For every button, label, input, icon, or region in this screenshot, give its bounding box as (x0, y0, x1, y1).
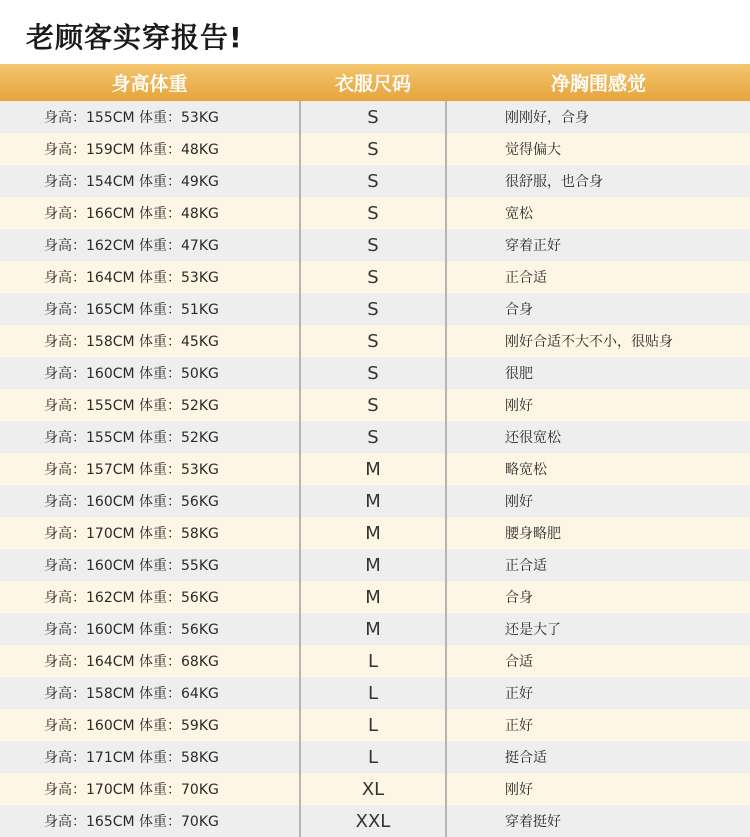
size-cell: M (299, 485, 447, 517)
table-row (0, 805, 750, 837)
chest-feel-cell: 刚好 (505, 782, 533, 798)
chest-feel-cell: 刚好 (505, 494, 533, 510)
size-cell: M (299, 613, 447, 645)
table-row (0, 197, 750, 229)
table-row (0, 165, 750, 197)
chest-feel-cell: 宽松 (505, 206, 533, 222)
chest-feel-cell: 正好 (505, 686, 533, 702)
height-weight-cell: 身高：160CM 体重：50KG (44, 366, 219, 382)
table-row (0, 453, 750, 485)
chest-feel-cell: 很舒服，也合身 (505, 174, 603, 190)
table-row (0, 517, 750, 549)
height-weight-cell: 身高：160CM 体重：56KG (44, 494, 219, 510)
height-weight-cell: 身高：164CM 体重：68KG (44, 654, 219, 670)
height-weight-cell: 身高：155CM 体重：52KG (44, 398, 219, 414)
height-weight-cell: 身高：155CM 体重：53KG (44, 110, 219, 126)
chest-feel-cell: 还是大了 (505, 622, 561, 638)
size-cell: S (299, 325, 447, 357)
height-weight-cell: 身高：155CM 体重：52KG (44, 430, 219, 446)
height-weight-cell: 身高：157CM 体重：53KG (44, 462, 219, 478)
height-weight-cell: 身高：159CM 体重：48KG (44, 142, 219, 158)
table-row (0, 485, 750, 517)
header-size: 衣服尺码 (334, 73, 411, 95)
height-weight-cell: 身高：166CM 体重：48KG (44, 206, 219, 222)
table-row (0, 773, 750, 805)
size-cell: XXL (299, 805, 447, 837)
size-cell: M (299, 549, 447, 581)
chest-feel-cell: 很肥 (505, 366, 533, 382)
table-row (0, 677, 750, 709)
size-cell: L (299, 677, 447, 709)
size-cell: S (299, 229, 447, 261)
table-row (0, 133, 750, 165)
height-weight-cell: 身高：164CM 体重：53KG (44, 270, 219, 286)
size-cell: S (299, 261, 447, 293)
size-report-table (0, 64, 750, 837)
height-weight-cell: 身高：160CM 体重：59KG (44, 718, 219, 734)
height-weight-cell: 身高：158CM 体重：64KG (44, 686, 219, 702)
table-row (0, 741, 750, 773)
table-row (0, 549, 750, 581)
size-cell: M (299, 517, 447, 549)
height-weight-cell: 身高：165CM 体重：51KG (44, 302, 219, 318)
height-weight-cell: 身高：171CM 体重：58KG (44, 750, 219, 766)
header-height-weight: 身高体重 (111, 73, 188, 95)
height-weight-cell: 身高：160CM 体重：56KG (44, 622, 219, 638)
size-cell: S (299, 165, 447, 197)
size-cell: L (299, 709, 447, 741)
chest-feel-cell: 合身 (505, 590, 533, 606)
chest-feel-cell: 正好 (505, 718, 533, 734)
size-cell: M (299, 581, 447, 613)
chest-feel-cell: 正合适 (505, 558, 547, 574)
height-weight-cell: 身高：162CM 体重：56KG (44, 590, 219, 606)
table-row (0, 325, 750, 357)
height-weight-cell: 身高：162CM 体重：47KG (44, 238, 219, 254)
table-body (0, 101, 750, 837)
table-row (0, 261, 750, 293)
chest-feel-cell: 挺合适 (505, 750, 547, 766)
size-cell: S (299, 293, 447, 325)
page-title: 老顾客实穿报告! (26, 21, 243, 54)
size-cell: S (299, 421, 447, 453)
height-weight-cell: 身高：158CM 体重：45KG (44, 334, 219, 350)
size-cell: S (299, 133, 447, 165)
height-weight-cell: 身高：154CM 体重：49KG (44, 174, 219, 190)
size-cell: S (299, 357, 447, 389)
table-row (0, 613, 750, 645)
height-weight-cell: 身高：170CM 体重：58KG (44, 526, 219, 542)
chest-feel-cell: 合适 (505, 654, 533, 670)
header-chest-feel: 净胸围感觉 (550, 73, 646, 95)
chest-feel-cell: 还很宽松 (505, 430, 561, 446)
height-weight-cell: 身高：165CM 体重：70KG (44, 814, 219, 830)
chest-feel-cell: 正合适 (505, 270, 547, 286)
chest-feel-cell: 觉得偏大 (505, 142, 561, 158)
chest-feel-cell: 合身 (505, 302, 533, 318)
size-cell: S (299, 389, 447, 421)
table-row (0, 581, 750, 613)
size-cell: L (299, 645, 447, 677)
table-row (0, 101, 750, 133)
chest-feel-cell: 刚好 (505, 398, 533, 414)
chest-feel-cell: 穿着挺好 (505, 814, 561, 830)
size-cell: M (299, 453, 447, 485)
table-row (0, 645, 750, 677)
chest-feel-cell: 刚好合适不大不小，很贴身 (505, 334, 673, 350)
chest-feel-cell: 略宽松 (505, 462, 547, 478)
chest-feel-cell: 腰身略肥 (505, 526, 561, 542)
table-row (0, 293, 750, 325)
table-row (0, 357, 750, 389)
height-weight-cell: 身高：170CM 体重：70KG (44, 782, 219, 798)
size-cell: S (299, 101, 447, 133)
table-row (0, 421, 750, 453)
height-weight-cell: 身高：160CM 体重：55KG (44, 558, 219, 574)
chest-feel-cell: 刚刚好，合身 (505, 110, 589, 126)
size-cell: S (299, 197, 447, 229)
table-row (0, 709, 750, 741)
chest-feel-cell: 穿着正好 (505, 238, 561, 254)
size-cell: XL (299, 773, 447, 805)
table-header (0, 64, 750, 101)
size-cell: L (299, 741, 447, 773)
table-row (0, 389, 750, 421)
table-row (0, 229, 750, 261)
